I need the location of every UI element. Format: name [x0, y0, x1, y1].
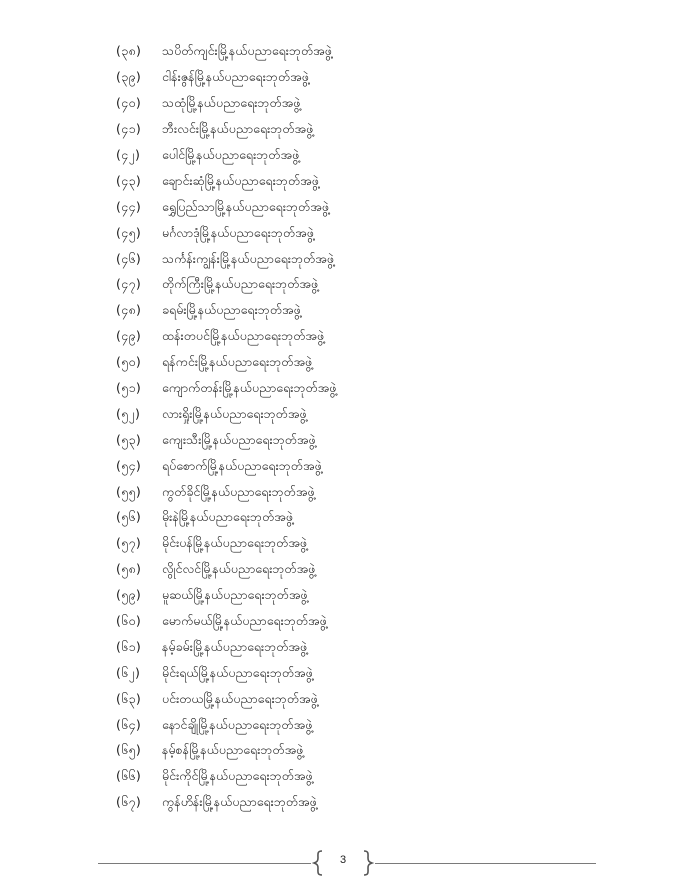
list-item-number: (၄၆)	[116, 250, 142, 266]
list-item-number: (၅၇)	[116, 535, 142, 551]
list-item-text: ထန်းတပင်မြို့နယ်ပညာရေးဘုတ်အဖွဲ့	[162, 328, 325, 344]
list-item-number: (၅၂)	[116, 405, 141, 421]
list-item	[116, 713, 336, 739]
list-item-text: သထုံမြို့နယ်ပညာရေးဘုတ်အဖွဲ့	[162, 95, 301, 111]
list-item	[116, 169, 336, 195]
list-item-number: (၃၈)	[116, 43, 142, 59]
list-item-text: ရန်ကင်းမြို့နယ်ပညာရေးဘုတ်အဖွဲ့	[162, 354, 313, 370]
list-item-text: ခရမ်းမြို့နယ်ပညာရေးဘုတ်အဖွဲ့	[162, 302, 301, 318]
list-item-number: (၄၉)	[116, 328, 142, 344]
list-item-text: တိုက်ကြီးမြို့နယ်ပညာရေးဘုတ်အဖွဲ့	[162, 276, 318, 292]
list-item-text: ကွန်ဟိန်းမြို့နယ်ပညာရေးဘုတ်အဖွဲ့	[162, 794, 317, 810]
list-item	[116, 351, 336, 377]
list-item-number: (၆၄)	[116, 716, 142, 732]
footer-rule-left	[98, 863, 311, 864]
list-item-number: (၆၂)	[116, 664, 141, 680]
list-item	[116, 377, 336, 403]
list-item-text: မိုးနဲမြို့နယ်ပညာရေးဘုတ်အဖွဲ့	[162, 509, 293, 525]
list-item-number: (၄၄)	[116, 198, 142, 214]
list-item	[116, 635, 336, 661]
list-item-number: (၅၁)	[116, 380, 142, 396]
list-item	[116, 247, 336, 273]
list-item	[116, 506, 336, 532]
list-item-number: (၅၉)	[116, 587, 142, 603]
list-item-text: နောင်ချိုမြို့နယ်ပညာရေးဘုတ်အဖွဲ့	[162, 716, 313, 732]
list-item-number: (၄၁)	[116, 121, 142, 137]
list-item	[116, 584, 336, 610]
list-item-number: (၃၉)	[116, 69, 142, 85]
list-item	[116, 118, 336, 144]
list-item	[116, 402, 336, 428]
list-item-text: လားရှိုးမြို့နယ်ပညာရေးဘုတ်အဖွဲ့	[162, 405, 307, 421]
list-item-text: ရပ်စောက်မြို့နယ်ပညာရေးဘုတ်အဖွဲ့	[162, 457, 322, 473]
list-item-number: (၆၇)	[116, 794, 142, 810]
list-item-text: နမ့်ခမ်းမြို့နယ်ပညာရေးဘုတ်အဖွဲ့	[162, 638, 308, 654]
list-item-text: လွိုင်လင်မြို့နယ်ပညာရေးဘုတ်အဖွဲ့	[162, 561, 316, 577]
list-item-number: (၆၃)	[116, 690, 142, 706]
list-item	[116, 92, 336, 118]
list-item	[116, 428, 336, 454]
list-item-text: သပိတ်ကျင်းမြို့နယ်ပညာရေးဘုတ်အဖွဲ့	[162, 43, 332, 59]
list-item-number: (၄၇)	[116, 276, 142, 292]
right-brace-icon	[362, 850, 374, 876]
list-item-number: (၅၃)	[116, 431, 142, 447]
footer-rule-right	[375, 863, 596, 864]
list-item	[116, 610, 336, 636]
list-item-text: မောက်မယ်မြို့နယ်ပညာရေးဘုတ်အဖွဲ့	[162, 613, 327, 629]
list-item-text: မိုင်းရယ်မြို့နယ်ပညာရေးဘုတ်အဖွဲ့	[162, 664, 313, 680]
list-item-text: ငါန်းဇွန်မြို့နယ်ပညာရေးဘုတ်အဖွဲ့	[162, 69, 309, 85]
list-item-number: (၆၀)	[116, 613, 142, 629]
list-item-text: ကျောက်တန်းမြို့နယ်ပညာရေးဘုတ်အဖွဲ့	[162, 380, 337, 396]
left-brace-icon	[312, 850, 324, 876]
list-item-text: ဘီးလင်းမြို့နယ်ပညာရေးဘုတ်အဖွဲ့	[162, 121, 314, 137]
list-item-text: ပေါင်မြို့နယ်ပညာရေးဘုတ်အဖွဲ့	[162, 147, 300, 162]
list-item	[116, 454, 336, 480]
list-item	[116, 739, 336, 765]
list-item	[116, 299, 336, 325]
list-item	[116, 687, 336, 713]
list-item-number: (၅၀)	[116, 354, 142, 370]
list-item-text: ချောင်းဆုံမြို့နယ်ပညာရေးဘုတ်အဖွဲ့	[162, 172, 319, 188]
list-item-number: (၅၆)	[116, 509, 142, 525]
list-item-text: မိုင်းကိုင်မြို့နယ်ပညာရေးဘုတ်အဖွဲ့	[162, 768, 313, 784]
list-item	[116, 221, 336, 247]
list-item	[116, 325, 336, 351]
list-item-number: (၆၆)	[116, 768, 142, 784]
list-item-text: ကျေးသီးမြို့နယ်ပညာရေးဘုတ်အဖွဲ့	[162, 431, 316, 447]
list-item	[116, 144, 336, 170]
list-item	[116, 195, 336, 221]
list-item-number: (၆၁)	[116, 638, 142, 654]
list-item	[116, 791, 336, 817]
list-item-number: (၅၈)	[116, 561, 142, 577]
list-item-text: မင်္ဂလာဒုံမြို့နယ်ပညာရေးဘုတ်အဖွဲ့	[162, 224, 314, 240]
list-item	[116, 66, 336, 92]
list-item-number: (၅၄)	[116, 457, 142, 473]
list-item-text: ပင်းတယမြို့နယ်ပညာရေးဘုတ်အဖွဲ့	[162, 690, 318, 706]
list-item	[116, 532, 336, 558]
list-item-number: (၄၃)	[116, 172, 142, 188]
list-item-number: (၅၅)	[116, 483, 142, 499]
list-item-number: (၄၂)	[116, 147, 141, 162]
page-number: 3	[339, 854, 347, 866]
list-item	[116, 661, 336, 687]
list-item-text: ရွှေပြည်သာမြို့နယ်ပညာရေးဘုတ်အဖွဲ့	[162, 198, 329, 214]
list-item-text: ကွတ်ခိုင်မြို့နယ်ပညာရေးဘုတ်အဖွဲ့	[162, 483, 315, 499]
list-item-number: (၄၅)	[116, 224, 142, 240]
list-item	[116, 40, 336, 66]
list-item-text: မိုင်းပန်မြို့နယ်ပညာရေးဘုတ်အဖွဲ့	[162, 535, 307, 551]
list-item-text: မူဆယ်မြို့နယ်ပညာရေးဘုတ်အဖွဲ့	[162, 587, 308, 603]
list-item-text: နမ့်စန်မြို့နယ်ပညာရေးဘုတ်အဖွဲ့	[162, 742, 304, 758]
township-education-board-list	[116, 40, 336, 817]
list-item-number: (၄၈)	[116, 302, 142, 318]
list-item-text: သင်္ကန်းကျွန်းမြို့နယ်ပညာရေးဘုတ်အဖွဲ့	[162, 250, 334, 266]
list-item	[116, 765, 336, 791]
list-item	[116, 480, 336, 506]
list-item-number: (၄၀)	[116, 95, 142, 111]
list-item-number: (၆၅)	[116, 742, 142, 758]
list-item	[116, 558, 336, 584]
page-footer	[98, 848, 596, 878]
list-item	[116, 273, 336, 299]
